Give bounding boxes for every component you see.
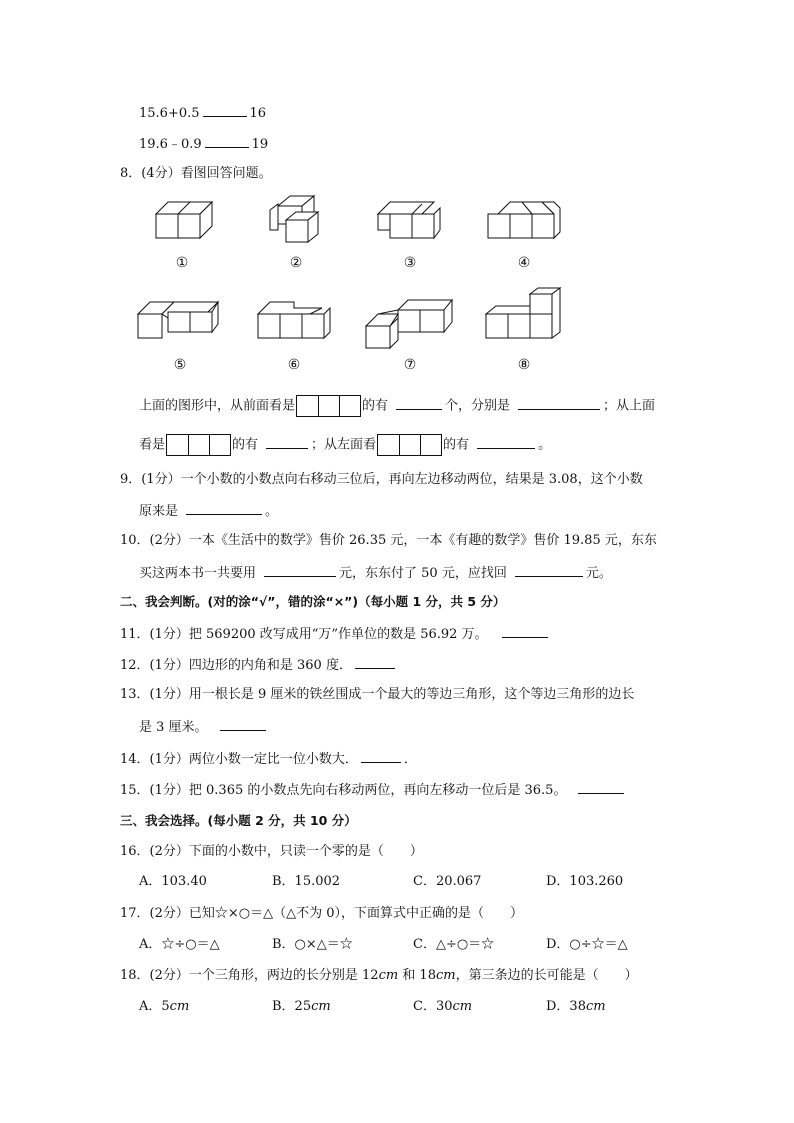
figure-label-8: ⑧ [517,357,531,373]
text: 14．(1分）两位小数一定比一位小数大． [120,752,358,767]
cube-figure-7 [362,296,458,352]
section-2-heading: 二、我会判断。(对的涂“√”，错的涂“×”)（每小题 1 分，共 5 分） [120,594,506,609]
q16-option-c[interactable]: C．20.067 [413,874,482,889]
q16-option-d[interactable]: D．103.260 [546,874,624,889]
text: 个，分别是 [445,398,511,414]
q17-option-a[interactable]: A．☆÷○＝△ [139,937,220,952]
unit: cm [585,999,606,1014]
cube-figure-4 [484,196,564,244]
text: ，第三条边的长可能是（ ） [455,968,638,983]
answer-blank[interactable] [515,563,583,577]
q17-option-d[interactable]: D．○÷☆＝△ [546,937,628,952]
answer-blank[interactable] [477,435,535,449]
q15 [120,780,627,800]
text: 上面的图形中，从前面看是 [139,398,296,414]
expr: 15.6+0.5 [139,106,200,121]
cube-figure-2 [264,192,328,248]
answer-blank[interactable] [361,749,401,763]
q16-option-b[interactable]: B．15.002 [272,874,341,889]
unit: cm [435,968,456,983]
q17-option-c[interactable]: C．△÷○＝☆ [413,937,495,952]
answer-blank[interactable] [266,435,308,449]
section-3-heading: 三、我会选择。(每小题 2 分，共 10 分） [120,813,357,828]
text: B．25 [272,999,312,1014]
text: ． [403,752,417,767]
cube-figure-1 [150,196,222,244]
q11 [120,624,551,644]
compare-line-1 [139,103,266,123]
text: 原来是 [139,504,179,519]
q10-line-1: 10．(2分）一本《生活中的数学》售价 26.35 元，一本《有趣的数学》售价 19.85 元，东东 [120,533,657,548]
three-square-strip-icon [166,434,231,456]
three-square-strip-icon [296,395,361,417]
text: ；从左面看 [311,437,377,453]
q13-line-2 [139,717,269,737]
cube-figure-3 [374,196,446,244]
q9-line-2 [139,501,278,521]
text: 。 [538,437,552,453]
cube-figure-8 [482,284,566,344]
q17-option-b[interactable]: B．○×△＝☆ [272,937,353,952]
q18-option-d[interactable] [546,998,606,1016]
q16-option-a[interactable]: A．103.40 [139,874,207,889]
expr: 19.6﹣0.9 [139,137,202,152]
answer-blank[interactable] [396,396,442,410]
unit: cm [452,999,473,1014]
q18-option-b[interactable] [272,998,331,1016]
figure-label-3: ③ [403,255,417,271]
unit: cm [378,968,399,983]
expr-right: 16 [249,106,267,121]
q16-stem: 16．(2分）下面的小数中，只读一个零的是（ ） [120,844,423,859]
answer-blank[interactable] [578,780,624,794]
cube-figure-6 [254,296,338,344]
figure-label-2: ② [289,255,303,271]
answer-blank[interactable] [355,655,395,669]
text: 。 [265,504,279,519]
q8-line-1 [139,395,655,418]
q10-line-2 [139,563,612,583]
q8-line-2 [139,434,551,457]
text: 12．(1分）四边形的内角和是 360 度． [120,658,352,673]
answer-blank[interactable] [502,624,548,638]
text: 元。 [585,566,612,581]
q8-head: 8．(4分）看图回答问题。 [120,166,272,181]
q18-option-a[interactable] [139,998,189,1016]
compare-line-2 [139,134,268,154]
q18-stem [120,967,638,985]
text: 11．(1分）把 569200 改写成用“万”作单位的数是 56.92 万。 [120,627,488,642]
q14 [120,749,417,769]
unit: cm [311,999,331,1014]
text: 元，东东付了 50 元，应找回 [339,566,507,581]
unit: cm [169,999,190,1014]
expr-right: 19 [251,137,269,152]
q12 [120,655,398,675]
text: D．38 [546,999,586,1014]
text: ；从上面 [603,398,656,414]
q18-option-c[interactable] [413,998,472,1016]
text: A．5 [139,999,170,1014]
answer-blank[interactable] [220,717,266,731]
text: 的有 [443,437,470,453]
text: 和 18 [398,968,436,983]
answer-blank[interactable] [203,103,247,117]
text: C．30 [413,999,453,1014]
text: 的有 [232,437,259,453]
three-square-strip-icon [377,434,442,456]
figure-label-7: ⑦ [403,357,417,373]
figure-label-6: ⑥ [287,357,301,373]
q17-stem: 17．(2分）已知☆×○＝△（△不为 0），下面算式中正确的是（ ） [120,906,524,921]
cube-figure-5 [134,296,226,344]
figure-label-1: ① [175,255,189,271]
text: 15．(1分）把 0.365 的小数点先向右移动两位，再向左移动一位后是 36.5。 [120,783,567,798]
figure-label-5: ⑤ [173,357,187,373]
figure-label-4: ④ [517,255,531,271]
text: 是 3 厘米。 [139,720,208,735]
answer-blank[interactable] [205,134,249,148]
answer-blank[interactable] [264,563,336,577]
q9-line-1: 9．(1分）一个小数的小数点向右移动三位后，再向左边移动两位，结果是 3.08，这个小数 [120,472,643,487]
text: 的有 [362,398,389,414]
text: 看是 [139,437,166,453]
answer-blank[interactable] [518,396,600,410]
answer-blank[interactable] [186,501,262,515]
text: 买这两本书一共要用 [139,566,257,581]
q13-line-1: 13．(1分）用一根长是 9 厘米的铁丝围成一个最大的等边三角形，这个等边三角形的边长 [120,687,635,702]
text: 18．(2分）一个三角形，两边的长分别是 12 [120,968,379,983]
